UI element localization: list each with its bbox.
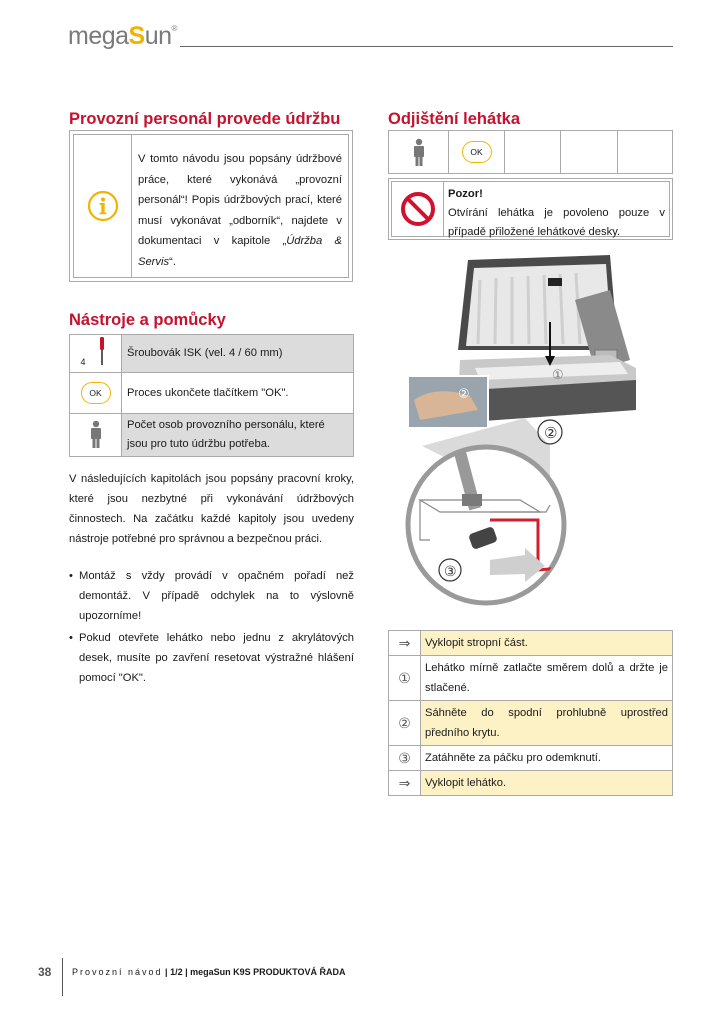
info-box [69,130,353,282]
tool-cell-person [389,131,449,173]
tools-label-ok: Proces ukončete tlačítkem "OK". [122,373,354,414]
page-number: 38 [38,965,52,979]
step-text: Lehátko mírně zatlačte směrem dolů a držte je stlačené. [421,656,673,701]
section-title-maintenance: Provozní personál provede údržbu [69,110,341,128]
ok-button-icon: OK [81,382,111,404]
step-row [389,631,673,656]
step-text: Vyklopit lehátko. [421,771,673,796]
warning-box [388,178,673,240]
bullet-item: • Pokud otevřete lehátko nebo jednu z akrylátových desek, musíte po zavření resetovat výstražné hlášení pomocí "OK". [69,628,354,688]
tool-cell-empty [505,131,561,173]
person-icon [412,138,426,166]
header-rule [180,46,673,47]
step-text: Vyklopit stropní část. [421,631,673,656]
callout-1-small: ① [552,368,564,383]
section-title-tools: Nástroje a pomůcky [69,311,226,329]
step-text: Sáhněte do spodní prohlubně uprostřed předního krytu. [421,701,673,746]
callout-2-small: ② [458,387,470,402]
sunbed-illustration [400,250,672,610]
bullet-item: • Montáž s vždy provádí v opačném pořadí než demontáž. V případě odchylek na to výslovně upozorníme! [69,566,354,626]
tools-row-ok [70,373,354,414]
required-tools-row [388,130,673,174]
logo-text-s: S [128,22,145,50]
tools-label-person: Počet osob provozního personálu, které jsou pro tuto údržbu potřeba. [122,414,354,457]
footer-doc-name: Provozní návod [72,967,163,977]
tools-row-screwdriver [70,335,354,373]
ok-button-icon: OK [462,141,492,163]
step-row [389,656,673,701]
intro-paragraph: V následujících kapitolách jsou popsány pracovní kroky, které jsou nezbytné při vykonávání údržbových činnostech. Na začátku každé kapitoly jsou uvedeny nástroje potřebné pro správnou a bezpečnou práci. [69,473,354,545]
info-icon-cell [74,135,132,277]
section-title-unlock: Odjištění lehátka [388,110,521,128]
info-text [132,135,348,277]
step-row [389,771,673,796]
arrow-icon: ⇒ [389,631,421,656]
tool-cell-empty [618,131,672,173]
tools-icon-cell [70,373,122,414]
tools-row-person [70,414,354,457]
step-number-icon: ② [389,701,421,746]
info-text-part-1: V tomto návodu jsou popsány údržbové práce, které vykonává „provozní personál“! Popis údržbových prací, které musí vykonávat „odborník“, najdete v dokumentaci v kapitole „ [138,153,342,247]
step-number-icon: ③ [389,746,421,771]
info-text-part-2: “. [169,255,176,268]
callout-2-label: ② [544,424,558,442]
info-text-chapter-ref: Údržba & Servis [138,235,343,268]
logo-registered-mark: ® [171,24,177,33]
tool-cell-empty [561,131,618,173]
step-text: Zatáhněte za páčku pro odemknutí. [421,746,673,771]
footer-divider [62,958,63,996]
arrow-icon: ⇒ [389,771,421,796]
footer-text [72,967,345,977]
warning-title: Pozor! [448,188,483,200]
tools-icon-cell [70,414,122,457]
tool-cell-ok [449,131,505,173]
step-number-icon: ① [389,656,421,701]
prohibition-icon [400,191,436,227]
logo-text-suffix: un [144,22,172,50]
footer-doc-info: | 1/2 | megaSun K9S PRODUKTOVÁ ŘADA [162,967,346,977]
step-row [389,701,673,746]
step-row [389,746,673,771]
megasun-logo [68,22,177,51]
warning-icon-cell [392,182,444,236]
tools-table [69,334,354,457]
warning-text [444,182,669,236]
tools-icon-cell [70,335,122,373]
person-icon [89,420,103,448]
tools-label-screwdriver: Šroubovák ISK (vel. 4 / 60 mm) [122,335,354,373]
steps-table [388,630,673,796]
logo-text-prefix: mega [68,22,129,50]
screwdriver-icon [95,337,109,367]
warning-body: Otvírání lehátka je povoleno pouze v případě přiložené lehátkové desky. [448,207,665,238]
callout-3-label: ③ [444,564,457,580]
info-icon [87,190,119,222]
screwdriver-size-label: 4 [80,357,86,367]
